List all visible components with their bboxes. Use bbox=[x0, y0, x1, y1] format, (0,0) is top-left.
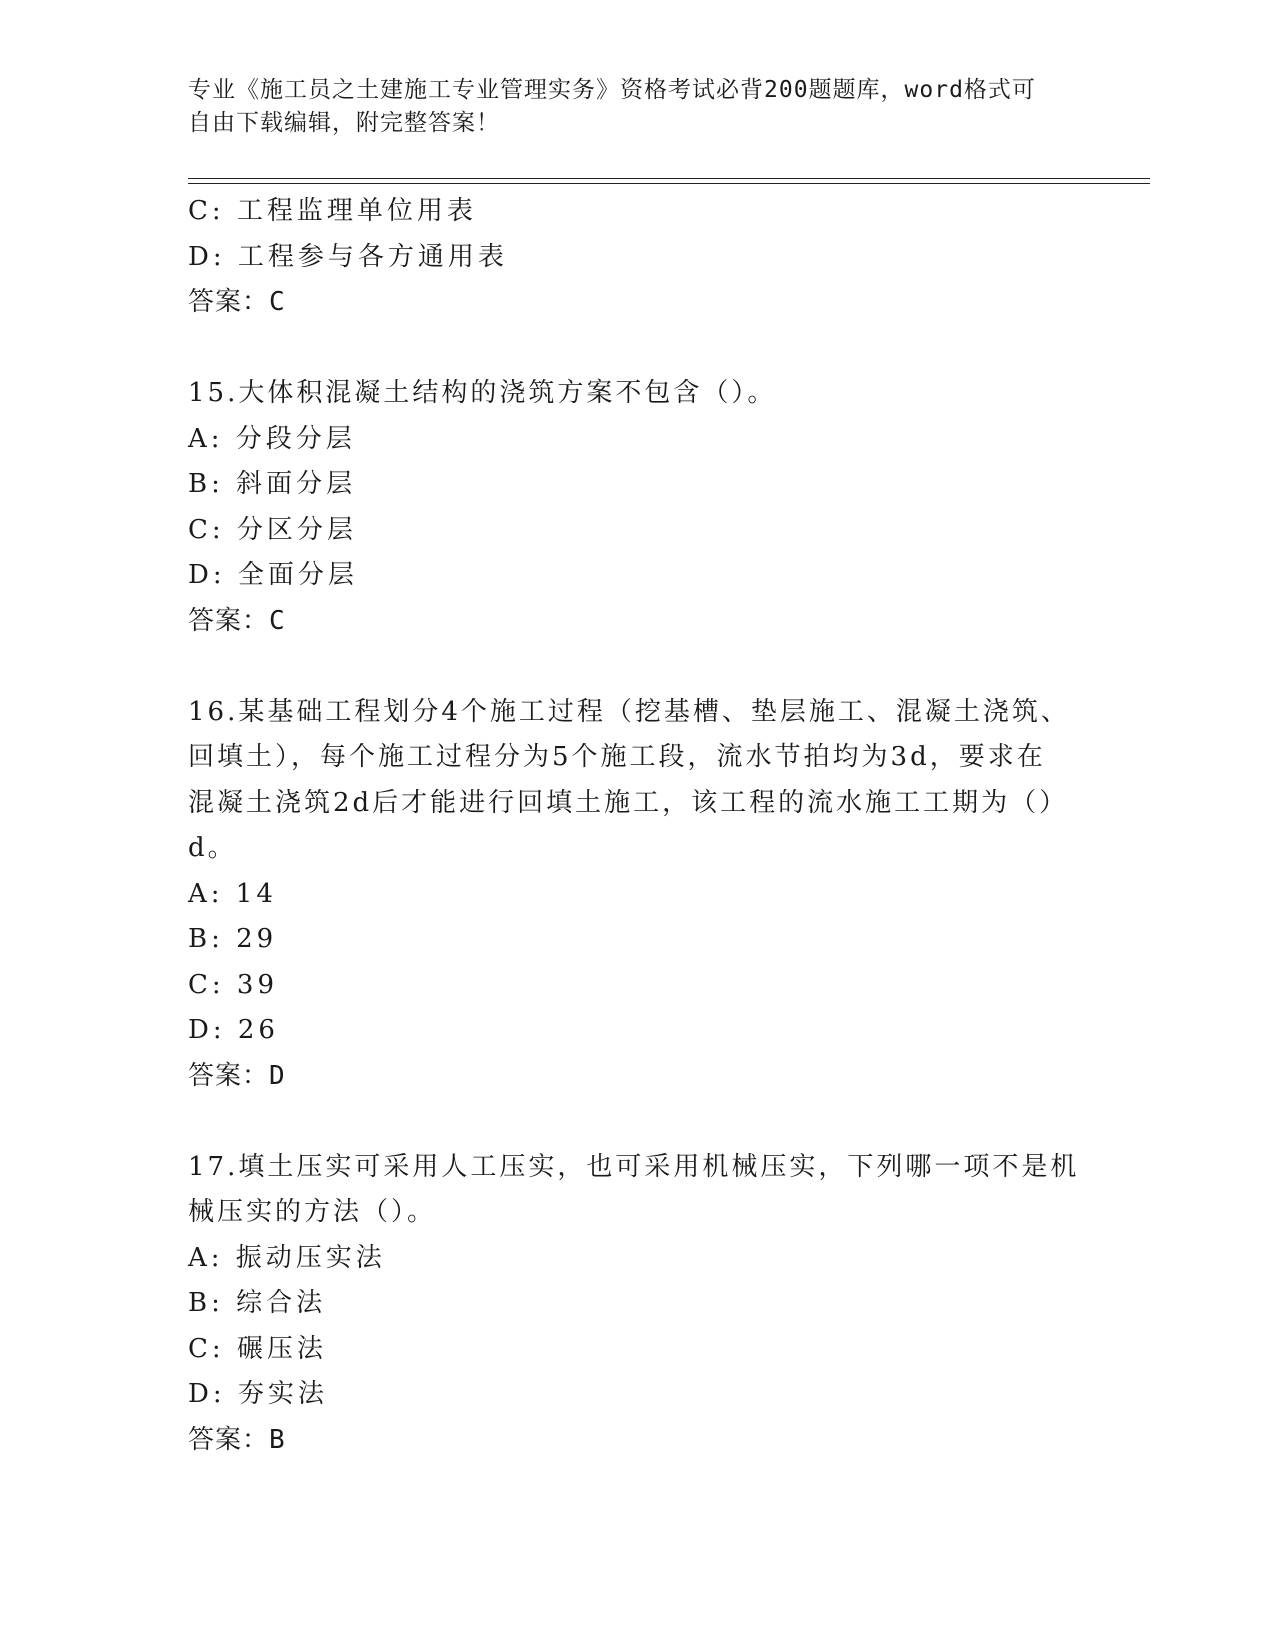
header-divider-bottom bbox=[188, 183, 1150, 184]
option-a: A: 14 bbox=[188, 878, 277, 909]
question-stem-line-1: 16.某基础工程划分4个施工过程（挖基槽、垫层施工、混凝土浇筑、 bbox=[188, 696, 1070, 727]
option-c: C: 碾压法 bbox=[188, 1333, 327, 1364]
question-stem-line-2: 回填土），每个施工过程分为5个施工段，流水节拍均为3d，要求在 bbox=[188, 742, 1046, 772]
question-stem-line-1: 17.填土压实可采用人工压实，也可采用机械压实，下列哪一项不是机 bbox=[188, 1151, 1080, 1182]
question-stem-line-4: d。 bbox=[188, 833, 237, 863]
question-stem-line-3: 混凝土浇筑2d后才能进行回填土施工，该工程的流水施工工期为（） bbox=[188, 787, 1069, 818]
option-b: B: 斜面分层 bbox=[188, 469, 357, 499]
question-stem: 15.大体积混凝土结构的浇筑方案不包含（）。 bbox=[188, 378, 777, 408]
option-d: D: 全面分层 bbox=[188, 560, 358, 590]
option-d: D: 工程参与各方通用表 bbox=[188, 241, 508, 272]
answer-line: 答案：B bbox=[188, 1424, 286, 1455]
spacer bbox=[188, 326, 1078, 372]
document-header bbox=[188, 74, 1068, 140]
question-list bbox=[188, 189, 1078, 1463]
header-divider-top bbox=[188, 178, 1150, 179]
question-15 bbox=[188, 371, 1078, 644]
spacer bbox=[188, 644, 1078, 690]
option-b: B: 29 bbox=[188, 924, 278, 954]
question-16 bbox=[188, 690, 1078, 1100]
option-c: C: 工程监理单位用表 bbox=[188, 196, 477, 226]
option-c: C: 39 bbox=[188, 969, 279, 1000]
option-c: C: 分区分层 bbox=[188, 514, 357, 545]
header-line-2: 自由下载编辑，附完整答案！ bbox=[188, 110, 500, 136]
option-d: D: 26 bbox=[188, 1015, 279, 1045]
header-line-1: 专业《施工员之土建施工专业管理实务》资格考试必背200题题库，word格式可 bbox=[188, 77, 1036, 103]
answer-line: 答案：C bbox=[188, 605, 286, 636]
answer-line: 答案：C bbox=[188, 287, 286, 317]
question-stem-line-2: 械压实的方法（）。 bbox=[188, 1197, 437, 1227]
question-14-tail bbox=[188, 189, 1078, 326]
option-a: A: 分段分层 bbox=[188, 423, 356, 454]
option-a: A: 振动压实法 bbox=[188, 1242, 386, 1273]
option-b: B: 综合法 bbox=[188, 1288, 327, 1318]
option-d: D: 夯实法 bbox=[188, 1379, 328, 1409]
answer-line: 答案：D bbox=[188, 1060, 286, 1091]
spacer bbox=[188, 1099, 1078, 1145]
question-17 bbox=[188, 1145, 1078, 1464]
